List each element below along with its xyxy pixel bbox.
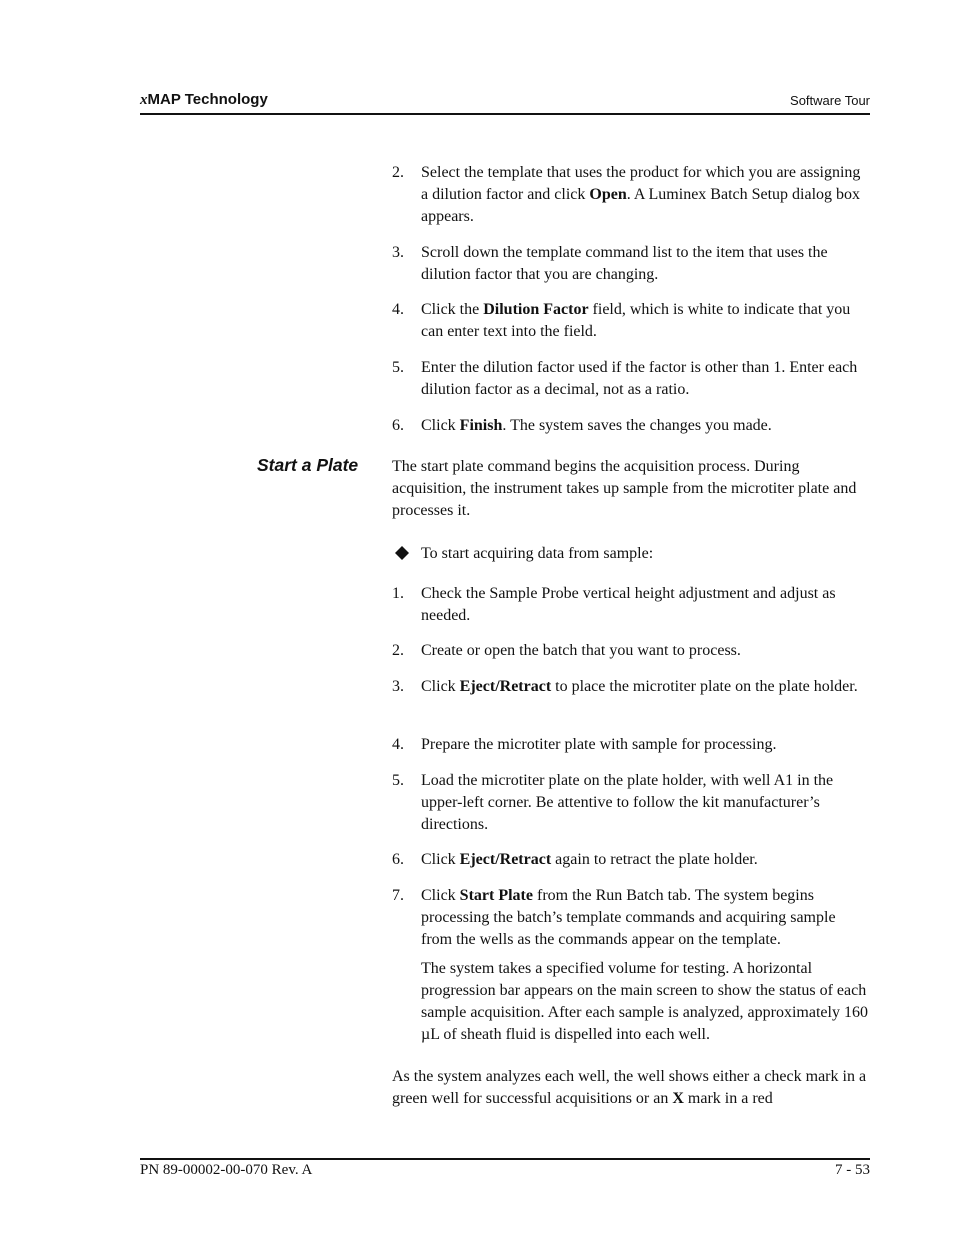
step-text: Click Finish. The system saves the changes you made.: [421, 417, 772, 434]
list-item: 3. Scroll down the template command list to the item that uses the dilution factor that you are changing.: [392, 242, 870, 286]
list-item: 4. Prepare the microtiter plate with sample for processing.: [392, 734, 870, 756]
list-item: 2. Select the template that uses the product for which you are assigning a dilution factor and click Open. A Luminex Batch Setup dialog box appears.: [392, 162, 870, 228]
part-number: PN 89-00002-00-070 Rev. A: [140, 1162, 313, 1178]
step-text: Click Start Plate from the Run Batch tab. The system begins processing the batch’s template commands and acquiring sample from the wells as the commands appear on the template.: [421, 887, 836, 948]
section-intro: The start plate command begins the acquisition process. During acquisition, the instrument takes up sample from the microtiter plate and processes it.: [392, 458, 857, 519]
procedure-heading: To start acquiring data from sample:: [392, 543, 870, 565]
list-item: 6. Click Eject/Retract again to retract the plate holder.: [392, 849, 870, 871]
page-number: 7 - 53: [835, 1162, 870, 1178]
step-text: Check the Sample Probe vertical height adjustment and adjust as needed.: [421, 585, 836, 624]
step-text: Enter the dilution factor used if the factor is other than 1. Enter each dilution factor as a decimal, not as a ratio.: [421, 359, 858, 398]
diamond-bullet-icon: [395, 546, 409, 560]
closing-paragraph: As the system analyzes each well, the well shows either a check mark in a green well for successful acquisitions or an X mark in a red: [392, 1068, 867, 1107]
list-item: 7. Click Start Plate from the Run Batch tab. The system begins processing the batch’s template commands and acquiring sample from the wells as the commands appear on the template.: [392, 885, 870, 951]
list-item: 5. Load the microtiter plate on the plate holder, with well A1 in the upper-left corner. Be attentive to follow the kit manufacturer’s directions.: [392, 770, 870, 836]
document-title: xMAP Technology: [140, 91, 268, 108]
step-text: Create or open the batch that you want to process.: [421, 642, 741, 659]
section-name: Software Tour: [790, 93, 870, 108]
section-heading: Start a Plate: [257, 455, 359, 475]
list-item: 1. Check the Sample Probe vertical height adjustment and adjust as needed.: [392, 583, 870, 627]
footer-rule: [140, 1158, 870, 1160]
list-item: 5. Enter the dilution factor used if the factor is other than 1. Enter each dilution factor as a decimal, not as a ratio.: [392, 357, 870, 401]
step-text: Select the template that uses the product for which you are assigning a dilution factor and click Open. A Luminex Batch Setup dialog box appears.: [421, 164, 861, 225]
step-text: Click the Dilution Factor field, which is white to indicate that you can enter text into the field.: [421, 301, 851, 340]
header-rule: [140, 113, 870, 115]
list-item: 4. Click the Dilution Factor field, which is white to indicate that you can enter text into the field.: [392, 299, 870, 343]
step-text: Prepare the microtiter plate with sample for processing.: [421, 736, 777, 753]
step-text: Click Eject/Retract to place the microtiter plate on the plate holder.: [421, 678, 858, 695]
step-note: The system takes a specified volume for testing. A horizontal progression bar appears on the main screen to show the status of each sample acquisition. After each sample is analyzed, approximately 160 µL of sheath fluid is dispelled into each well.: [421, 960, 868, 1043]
step-text: Scroll down the template command list to the item that uses the dilution factor that you are changing.: [421, 244, 828, 283]
step-text: Click Eject/Retract again to retract the plate holder.: [421, 851, 758, 868]
list-item: 6. Click Finish. The system saves the changes you made.: [392, 415, 870, 437]
list-item: 2. Create or open the batch that you want to process.: [392, 640, 870, 662]
step-text: Load the microtiter plate on the plate holder, with well A1 in the upper-left corner. Be attentive to follow the kit manufacturer’s directions.: [421, 772, 834, 833]
list-item: 3. Click Eject/Retract to place the microtiter plate on the plate holder.: [392, 676, 870, 698]
